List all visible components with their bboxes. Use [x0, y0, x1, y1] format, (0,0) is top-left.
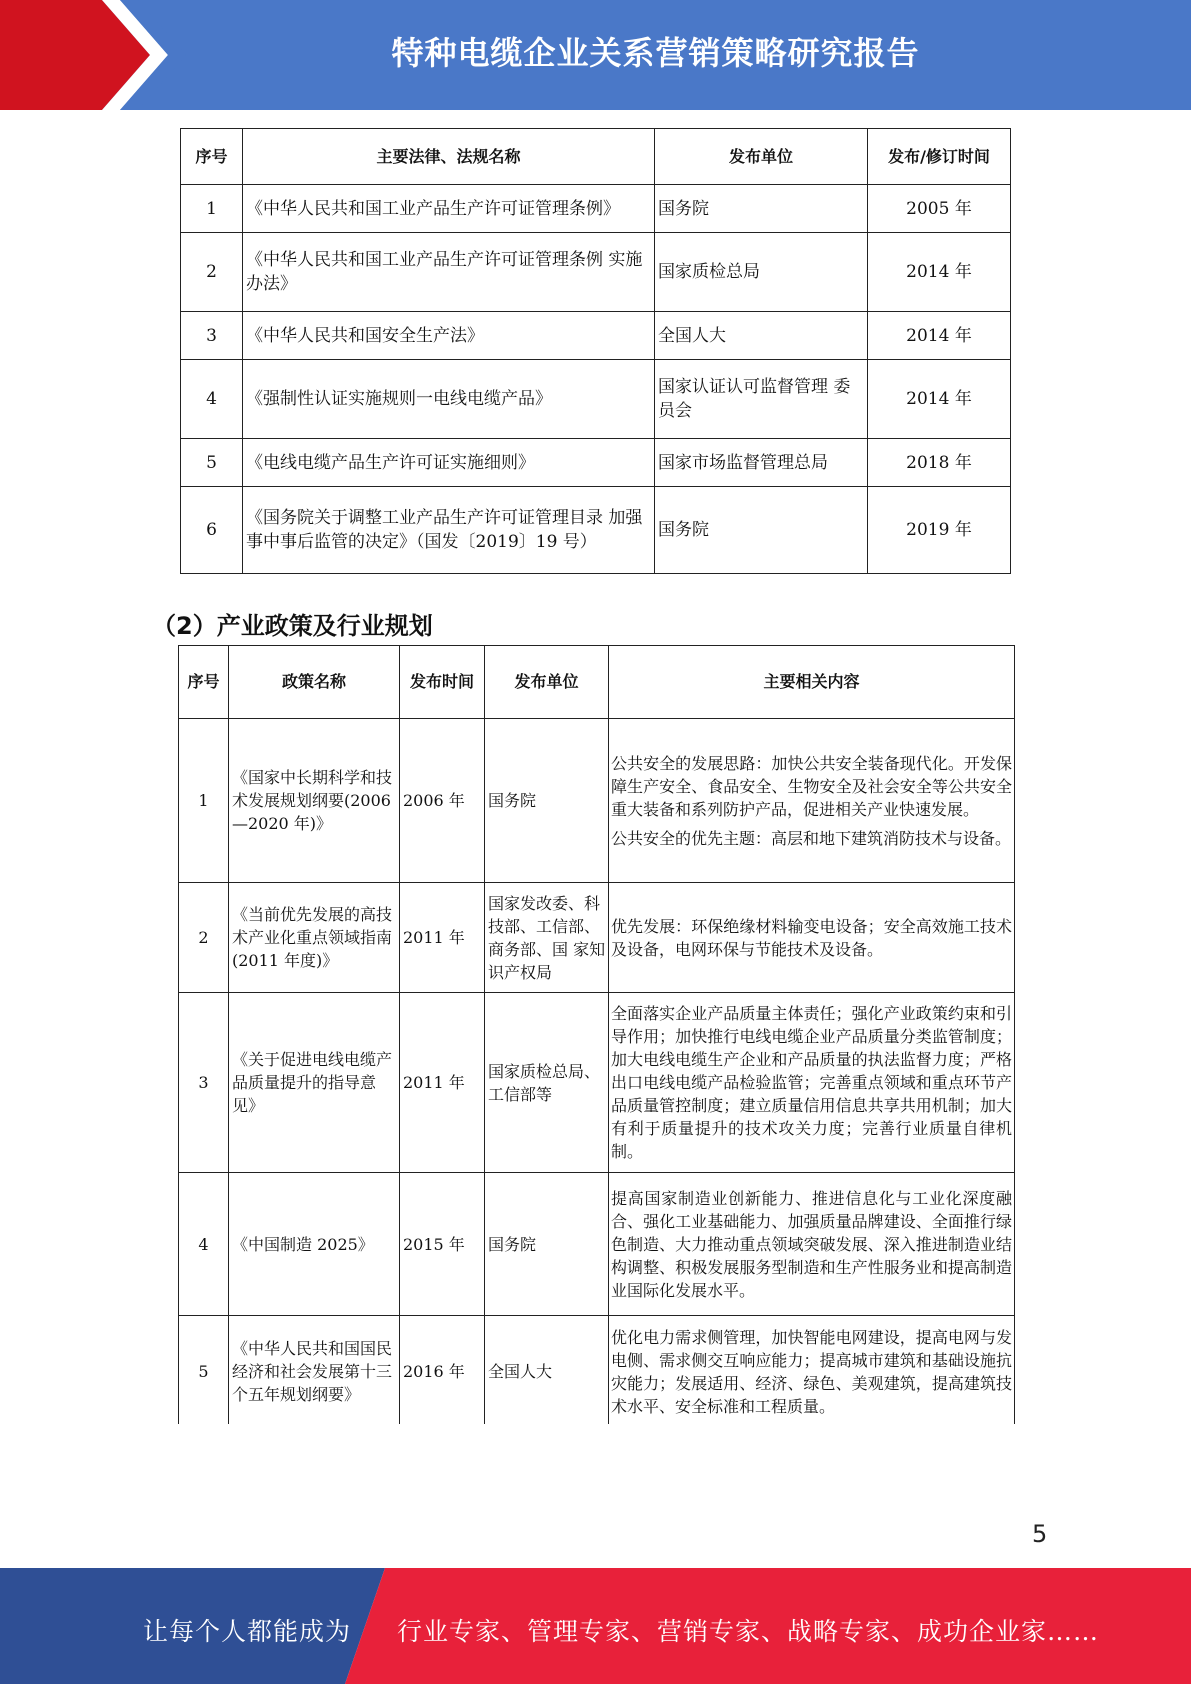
- row-number: 2: [179, 883, 229, 993]
- issue-time: 2015 年: [400, 1173, 485, 1316]
- section-heading: （2）产业政策及行业规划: [152, 612, 433, 640]
- policy-name: 《当前优先发展的高技术产业化重点领域指南(2011 年度)》: [229, 883, 400, 993]
- column-header: 发布单位: [655, 129, 868, 185]
- row-number: 3: [181, 312, 243, 360]
- policy-name: 《国家中长期科学和技术发展规划纲要(2006—2020 年)》: [229, 719, 400, 883]
- table-row: [181, 233, 1011, 312]
- issuing-unit: 国务院: [655, 185, 868, 233]
- issuing-unit: 国务院: [485, 719, 609, 883]
- issue-year: 2018 年: [868, 439, 1011, 487]
- footer-slogan-right: 行业专家、管理专家、营销专家、战略专家、成功企业家……: [397, 1617, 1100, 1646]
- issuing-unit: 国家发改委、科技部、工信部、商务部、国 家知识产权局: [485, 883, 609, 993]
- table-row: [179, 719, 1015, 883]
- issue-time: 2011 年: [400, 883, 485, 993]
- table-row: [181, 312, 1011, 360]
- row-number: 3: [179, 993, 229, 1173]
- content-paragraph: 公共安全的优先主题：高层和地下建筑消防技术与设备。: [611, 828, 1012, 848]
- report-title: 特种电缆企业关系营销策略研究报告: [391, 34, 920, 72]
- table-row: [179, 1316, 1015, 1428]
- issue-year: 2005 年: [868, 185, 1011, 233]
- column-header: 政策名称: [229, 646, 400, 719]
- issuing-unit: 国家质检总局、工信部等: [485, 993, 609, 1173]
- content-paragraph: 公共安全的发展思路：加快公共安全装备现代化。开发保障生产安全、食品安全、生物安全及社会安全等公共安全重大装备和系列防护产品，促进相关产业快速发展。: [611, 753, 1012, 819]
- row-number: 1: [179, 719, 229, 883]
- policy-content: 优化电力需求侧管理，加快智能电网建设，提高电网与发电侧、需求侧交互响应能力；提高城市建筑和基础设施抗灾能力；发展适用、经济、绿色、美观建筑，提高建筑技术水平、安全标准和工程质量。: [609, 1316, 1015, 1428]
- issuing-unit: 全国人大: [485, 1316, 609, 1428]
- row-number: 4: [181, 360, 243, 439]
- issuing-unit: 国家市场监督管理总局: [655, 439, 868, 487]
- policy-content: 优先发展：环保绝缘材料输变电设备；安全高效施工技术及设备，电网环保与节能技术及设备。: [609, 883, 1015, 993]
- footer-slogan-left: 让每个人都能成为: [143, 1617, 352, 1646]
- table-row: [179, 993, 1015, 1173]
- issue-year: 2014 年: [868, 360, 1011, 439]
- table-continuation-mask: [170, 1424, 1030, 1444]
- law-name: 《中华人民共和国工业产品生产许可证管理条例 实施办法》: [243, 233, 655, 312]
- issuing-unit: 全国人大: [655, 312, 868, 360]
- issue-time: 2011 年: [400, 993, 485, 1173]
- row-number: 4: [179, 1173, 229, 1316]
- table-row: [181, 185, 1011, 233]
- table-row: [181, 439, 1011, 487]
- page-number: 5: [1032, 1520, 1048, 1548]
- column-header: 发布单位: [485, 646, 609, 719]
- table-header-row: [179, 646, 1015, 719]
- issuing-unit: 国务院: [655, 487, 868, 574]
- column-header: 序号: [181, 129, 243, 185]
- column-header: 主要法律、法规名称: [243, 129, 655, 185]
- column-header: 发布时间: [400, 646, 485, 719]
- policy-name: 《中华人民共和国国民经济和社会发展第十三个五年规划纲要》: [229, 1316, 400, 1428]
- law-name: 《电线电缆产品生产许可证实施细则》: [243, 439, 655, 487]
- policy-content: 提高国家制造业创新能力、推进信息化与工业化深度融合、强化工业基础能力、加强质量品牌建设、全面推行绿色制造、大力推动重点领域突破发展、深入推进制造业结构调整、积极发展服务型制造和生产性服务业和提高制造业国际化发展水平。: [609, 1173, 1015, 1316]
- column-header: 主要相关内容: [609, 646, 1015, 719]
- law-name: 《国务院关于调整工业产品生产许可证管理目录 加强事中事后监管的决定》（国发〔2019〕19 号）: [243, 487, 655, 574]
- issuing-unit: 国务院: [485, 1173, 609, 1316]
- law-name: 《中华人民共和国工业产品生产许可证管理条例》: [243, 185, 655, 233]
- row-number: 5: [179, 1316, 229, 1428]
- issuing-unit: 国家质检总局: [655, 233, 868, 312]
- industry-policy-table: [178, 645, 1015, 1428]
- policy-name: 《中国制造 2025》: [229, 1173, 400, 1316]
- policy-name: 《关于促进电线电缆产品质量提升的指导意见》: [229, 993, 400, 1173]
- policy-content: [609, 719, 1015, 883]
- law-name: 《强制性认证实施规则一电线电缆产品》: [243, 360, 655, 439]
- issue-year: 2014 年: [868, 233, 1011, 312]
- issue-year: 2014 年: [868, 312, 1011, 360]
- row-number: 6: [181, 487, 243, 574]
- column-header: 序号: [179, 646, 229, 719]
- issue-time: 2016 年: [400, 1316, 485, 1428]
- policy-content: 全面落实企业产品质量主体责任；强化产业政策约束和引导作用；加快推行电线电缆企业产品质量分类监管制度；加大电线电缆生产企业和产品质量的执法监督力度；严格出口电线电缆产品检验监管；完善重点领域和重点环节产品质量管控制度；建立质量信用信息共享共用机制；加大有利于质量提升的技术攻关力度；完善行业质量自律机制。: [609, 993, 1015, 1173]
- row-number: 2: [181, 233, 243, 312]
- table-row: [181, 360, 1011, 439]
- row-number: 1: [181, 185, 243, 233]
- row-number: 5: [181, 439, 243, 487]
- page-footer: [0, 1568, 1191, 1684]
- table-row: [181, 487, 1011, 574]
- column-header: 发布/修订时间: [868, 129, 1011, 185]
- table-row: [179, 1173, 1015, 1316]
- law-name: 《中华人民共和国安全生产法》: [243, 312, 655, 360]
- issue-time: 2006 年: [400, 719, 485, 883]
- issuing-unit: 国家认证认可监督管理 委员会: [655, 360, 868, 439]
- page-header: [0, 0, 1191, 110]
- table-row: [179, 883, 1015, 993]
- table-header-row: [181, 129, 1011, 185]
- laws-regulations-table: [180, 128, 1011, 574]
- issue-year: 2019 年: [868, 487, 1011, 574]
